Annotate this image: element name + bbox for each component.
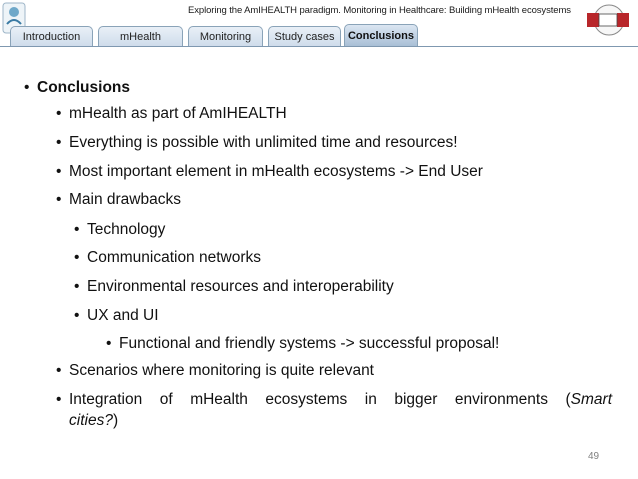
tab-introduction[interactable]: Introduction	[10, 26, 93, 46]
bullet-dot: •	[56, 191, 62, 208]
bullet-text: Scenarios where monitoring is quite relevant	[69, 362, 374, 379]
bullet-text: Main drawbacks	[69, 191, 181, 208]
tab-mhealth[interactable]: mHealth	[98, 26, 183, 46]
bullet-dot: •	[74, 221, 80, 238]
bullet-text: Conclusions	[37, 79, 131, 96]
bullet-dot: •	[56, 391, 62, 408]
bullet-text-italic: Smart	[570, 391, 612, 408]
bullet-dot: •	[74, 278, 80, 295]
bullet-dot: •	[74, 307, 80, 324]
bullet-text: Functional and friendly systems -> successful proposal!	[119, 335, 500, 352]
bullet-dot: •	[24, 79, 30, 96]
slide-number: 49	[588, 451, 600, 462]
bullet-text: Environmental resources and interoperability	[87, 278, 394, 295]
bullet-text: Integration of mHealth ecosystems in bigger environments (	[69, 391, 571, 408]
bullet-dot: •	[56, 105, 62, 122]
bullet-dot: •	[106, 335, 112, 352]
bullet-text: Technology	[87, 221, 166, 238]
bullet-text-line-1	[69, 391, 612, 409]
bullet-text: Most important element in mHealth ecosystems -> End User	[69, 163, 483, 180]
bullet-text: )	[112, 412, 119, 429]
tab-study-cases[interactable]: Study cases	[268, 26, 341, 46]
bullet-text-line-2	[69, 412, 118, 430]
bullet-text: Communication networks	[87, 249, 262, 266]
bullet-dot: •	[56, 163, 62, 180]
bullet-text: mHealth as part of AmIHEALTH	[69, 105, 287, 122]
bullet-text-italic: cities?	[69, 412, 113, 429]
bullet-text: UX and UI	[87, 307, 159, 324]
tab-conclusions[interactable]: Conclusions	[344, 24, 418, 46]
bullet-dot: •	[56, 134, 62, 151]
tab-monitoring[interactable]: Monitoring	[188, 26, 263, 46]
bullet-text: Everything is possible with unlimited time and resources!	[69, 134, 458, 151]
bullet-dot: •	[74, 249, 80, 266]
bullet-dot: •	[56, 362, 62, 379]
header-title: Exploring the AmIHEALTH paradigm. Monitoring in Healthcare: Building mHealth ecosystems	[188, 5, 571, 16]
